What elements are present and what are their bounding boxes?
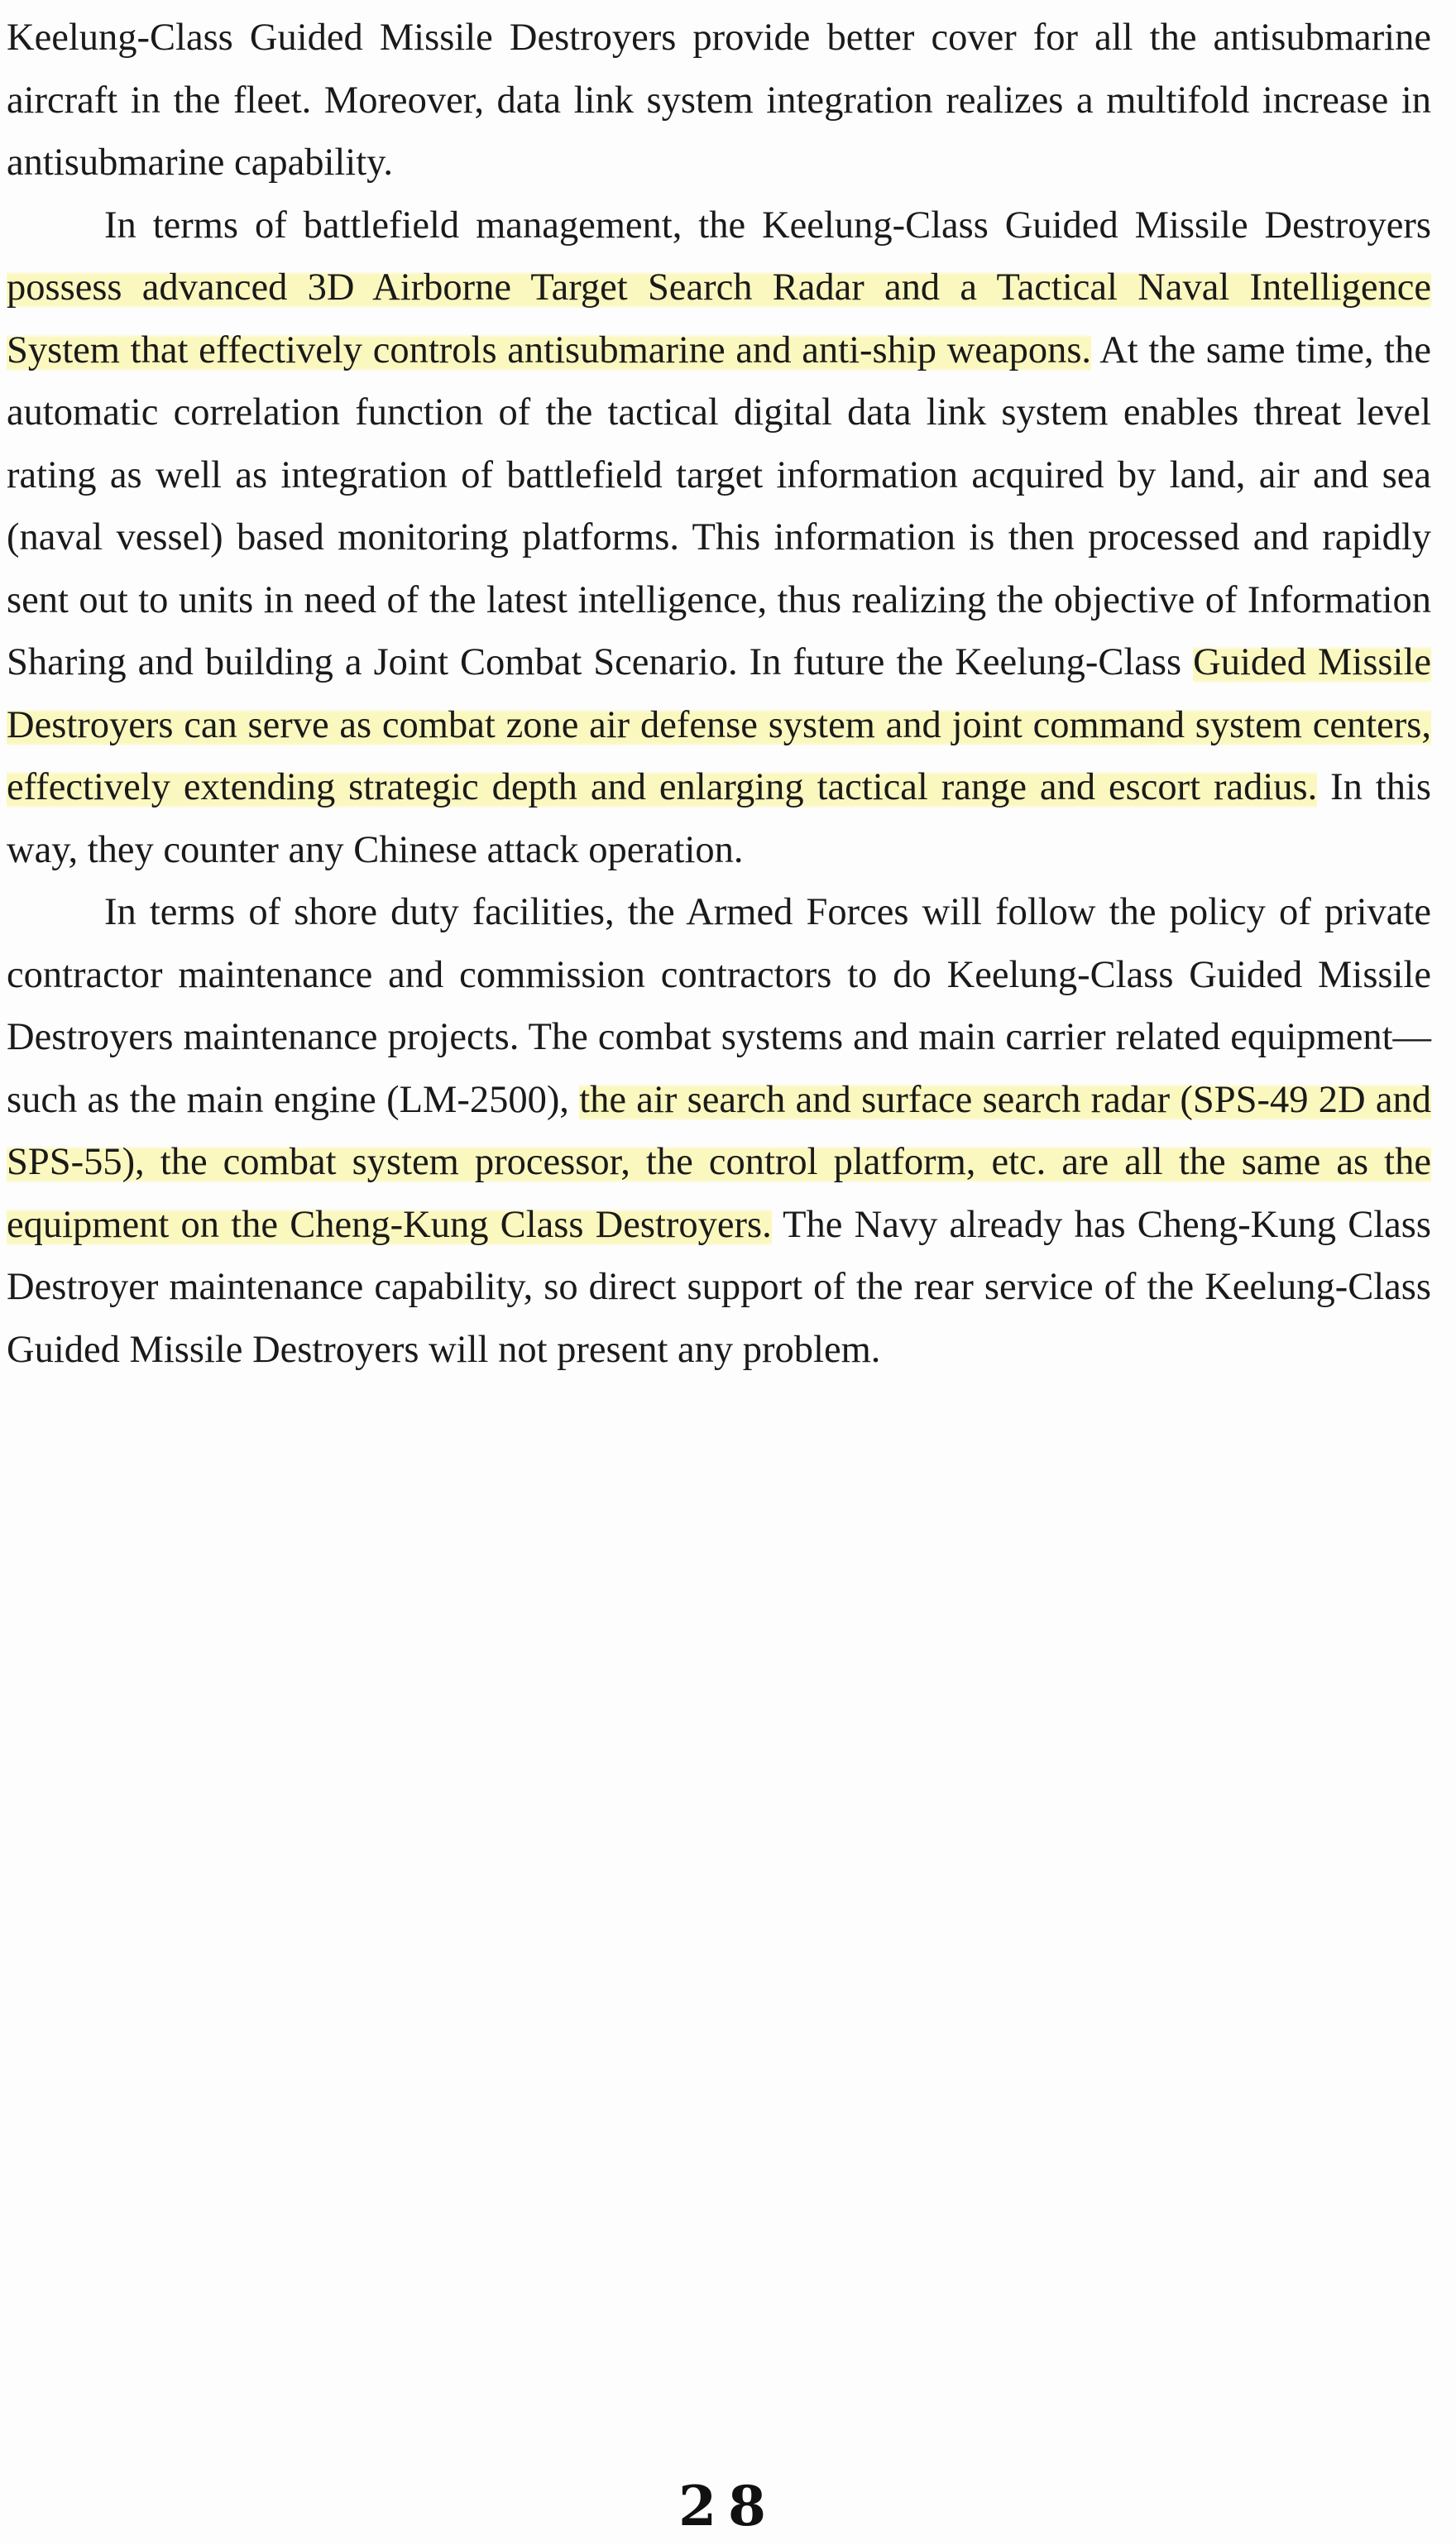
text-segment: In this way, they counter any Chinese attack operation. [7,766,1431,871]
text-segment: At the same time, the automatic correlation function of the tactical digital data link system enables threat level rating as well as integration of battlefield target information acquired by land, air and sea (naval vessel) based monitoring platforms. This information is then processed and rapidly sent out to units in need of the latest intelligence, thus realizing the objective of Information Sharing and building a Joint Combat Scenario. In future the Keelung-Class [7,328,1431,683]
highlighted-text: the air search and surface search radar (SPS-49 2D and SPS-55), the combat system processor, the control platform, etc. are all the same as the equipment on the Cheng-Kung Class Destroyers. [7,1078,1431,1246]
text-segment: The Navy already has Cheng-Kung Class Destroyer maintenance capability, so direct support of the rear service of the Keelung-Class Guided Missile Destroyers will not present any problem. [7,1203,1431,1371]
text-segment: Keelung-Class Guided Missile Destroyers provide better cover for all the antisubmarine aircraft in the fleet. Moreover, data link system integration realizes a multifold increase in antisubmarine capability. [7,17,1431,184]
paragraph-2-battlefield-management [7,194,1431,882]
paragraph-3-shore-duty-facilities [7,881,1431,1381]
paragraph-1 [7,7,1431,194]
page-number: 28 [678,2474,778,2538]
text-segment: In terms of battlefield management, the Keelung-Class Guided Missile Destroyers [104,204,1431,247]
highlighted-text: Guided Missile Destroyers can serve as combat zone air defense system and joint command system centers, effectively extending strategic depth and enlarging tactical range and escort radius. [7,641,1431,808]
highlighted-text: possess advanced 3D Airborne Target Search Radar and a Tactical Naval Intelligence System that effectively controls antisubmarine and anti-ship weapons. [7,266,1431,371]
body-text [7,7,1431,1381]
text-segment: In terms of shore duty facilities, the Armed Forces will follow the policy of private contractor maintenance and commission contractors to do Keelung-Class Guided Missile Destroyers maintenance projects. The combat systems and main carrier related equipment—such as the main engine (LM-2500), [7,891,1431,1121]
